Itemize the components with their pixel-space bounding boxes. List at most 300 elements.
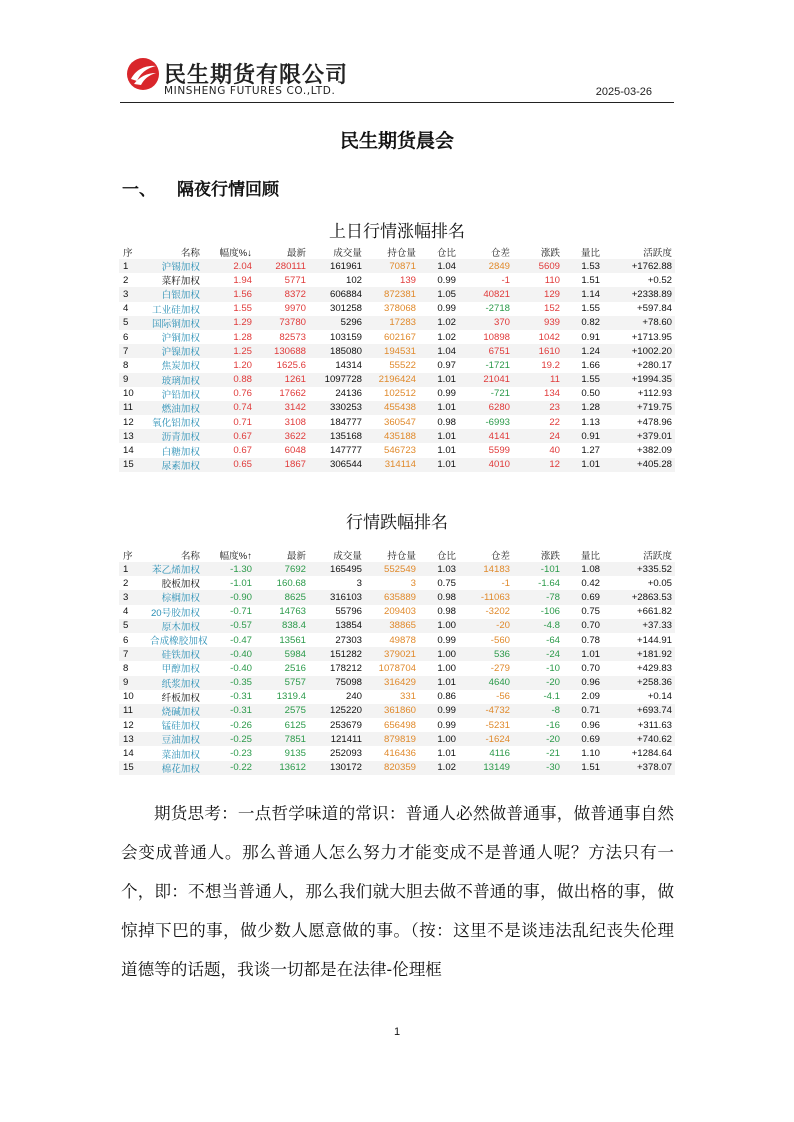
table-row	[119, 676, 675, 690]
company-name-cn: 民生期货有限公司	[164, 63, 349, 88]
table-cell: 7692	[255, 562, 309, 576]
table-cell: 17283	[365, 316, 419, 330]
table-cell: -0.35	[203, 676, 255, 690]
table-cell: 12	[119, 718, 147, 732]
table-cell: 1.00	[419, 661, 459, 675]
table-cell: 0.71	[563, 704, 603, 718]
contract-name-cell: 硅铁加权	[147, 647, 203, 661]
table-cell: 165495	[309, 562, 365, 576]
table-row	[119, 562, 675, 576]
table-row	[119, 605, 675, 619]
table-cell: 1867	[255, 458, 309, 472]
table-cell: 13854	[309, 619, 365, 633]
table-cell: 316429	[365, 676, 419, 690]
contract-name-cell: 20号胶加权	[147, 605, 203, 619]
table-cell: 0.71	[203, 415, 255, 429]
table-cell: 1.53	[563, 259, 603, 273]
company-logo-icon	[126, 57, 160, 91]
table-cell: -0.31	[203, 704, 255, 718]
table-cell: 130688	[255, 344, 309, 358]
column-header: 持仓量	[365, 244, 419, 259]
table-cell: -1	[459, 576, 513, 590]
table-cell: 0.97	[419, 358, 459, 372]
table-cell: 6125	[255, 718, 309, 732]
table-cell: 10898	[459, 330, 513, 344]
table-cell: 1.03	[419, 562, 459, 576]
table-cell: +719.75	[603, 401, 675, 415]
table-cell: -101	[513, 562, 563, 576]
table-cell: +112.93	[603, 387, 675, 401]
table-cell: 4141	[459, 429, 513, 443]
table-row	[119, 401, 675, 415]
contract-name-cell: 国际铜加权	[147, 316, 203, 330]
table-cell: 1.00	[419, 619, 459, 633]
contract-name-cell: 白糖加权	[147, 443, 203, 457]
table-cell: 2196424	[365, 373, 419, 387]
table-cell: +405.28	[603, 458, 675, 472]
table-cell: 4010	[459, 458, 513, 472]
table-cell: 15	[119, 458, 147, 472]
table-cell: 1.04	[419, 259, 459, 273]
table-cell: 546723	[365, 443, 419, 457]
table-row	[119, 302, 675, 316]
table-cell: 55522	[365, 358, 419, 372]
table-cell: 1.56	[203, 287, 255, 301]
table-cell: 6	[119, 330, 147, 344]
table-cell: 12	[513, 458, 563, 472]
table-cell: 370	[459, 316, 513, 330]
table-row	[119, 746, 675, 760]
table-cell: 838.4	[255, 619, 309, 633]
table-cell: -279	[459, 661, 513, 675]
contract-name-cell: 苯乙烯加权	[147, 562, 203, 576]
table-cell: +280.17	[603, 358, 675, 372]
table-cell: 1.28	[563, 401, 603, 415]
table-cell: -20	[513, 732, 563, 746]
table-row	[119, 647, 675, 661]
table-cell: 5609	[513, 259, 563, 273]
table-cell: 378068	[365, 302, 419, 316]
table-cell: 820359	[365, 761, 419, 775]
report-date: 2025-03-26	[595, 86, 652, 98]
table-cell: 1625.6	[255, 358, 309, 372]
table-cell: 9	[119, 676, 147, 690]
column-header: 名称	[147, 244, 203, 259]
table-cell: 0.69	[563, 590, 603, 604]
table-cell: 14314	[309, 358, 365, 372]
table-cell: 552549	[365, 562, 419, 576]
contract-name-cell: 棕榈加权	[147, 590, 203, 604]
table-cell: -11063	[459, 590, 513, 604]
table-cell: 379021	[365, 647, 419, 661]
page-number: 1	[393, 1026, 401, 1038]
table-cell: +1002.20	[603, 344, 675, 358]
table-cell: 27303	[309, 633, 365, 647]
column-header: 序	[119, 547, 147, 562]
table-cell: 13	[119, 732, 147, 746]
table-cell: +258.36	[603, 676, 675, 690]
table-cell: 606884	[309, 287, 365, 301]
table-row	[119, 761, 675, 775]
table-cell: 0.98	[419, 415, 459, 429]
table-cell: 0.65	[203, 458, 255, 472]
column-header: 仓差	[459, 547, 513, 562]
contract-name-cell: 纸浆加权	[147, 676, 203, 690]
table-row	[119, 373, 675, 387]
table-cell: -16	[513, 718, 563, 732]
table-cell: 19.2	[513, 358, 563, 372]
table-cell: -4.1	[513, 690, 563, 704]
table-row	[119, 718, 675, 732]
table-cell: 1.00	[419, 647, 459, 661]
loss-ranking-table	[119, 547, 675, 775]
contract-name-cell: 锰硅加权	[147, 718, 203, 732]
table-cell: -0.40	[203, 647, 255, 661]
table-cell: 161961	[309, 259, 365, 273]
table-cell: +0.52	[603, 273, 675, 287]
table-cell: 6	[119, 633, 147, 647]
contract-name-cell: 工业硅加权	[147, 302, 203, 316]
table-cell: -6993	[459, 415, 513, 429]
table-cell: 134	[513, 387, 563, 401]
table-cell: 4640	[459, 676, 513, 690]
table-cell: -1.01	[203, 576, 255, 590]
table-cell: -24	[513, 647, 563, 661]
table-cell: 82573	[255, 330, 309, 344]
table-cell: +661.82	[603, 605, 675, 619]
table-cell: 2	[119, 576, 147, 590]
contract-name-cell: 原木加权	[147, 619, 203, 633]
table-cell: 10	[119, 387, 147, 401]
table-cell: 0.96	[563, 718, 603, 732]
table-cell: 306544	[309, 458, 365, 472]
table-cell: 70871	[365, 259, 419, 273]
table-row	[119, 690, 675, 704]
table-cell: 5	[119, 316, 147, 330]
table-cell: -0.40	[203, 661, 255, 675]
table-cell: 280111	[255, 259, 309, 273]
table-cell: 1.66	[563, 358, 603, 372]
table-row	[119, 387, 675, 401]
table-cell: -21	[513, 746, 563, 760]
table-cell: 0.99	[419, 302, 459, 316]
table-cell: 1261	[255, 373, 309, 387]
table-cell: 13561	[255, 633, 309, 647]
table-cell: -560	[459, 633, 513, 647]
table-cell: 40821	[459, 287, 513, 301]
table-cell: 7	[119, 344, 147, 358]
column-header: 涨跌	[513, 244, 563, 259]
table-cell: 6751	[459, 344, 513, 358]
table-cell: 6280	[459, 401, 513, 415]
table-row	[119, 704, 675, 718]
table-cell: +144.91	[603, 633, 675, 647]
table-cell: -0.90	[203, 590, 255, 604]
table-cell: 360547	[365, 415, 419, 429]
table-cell: 129	[513, 287, 563, 301]
table-cell: 152	[513, 302, 563, 316]
table-cell: 135168	[309, 429, 365, 443]
table-cell: 1.01	[563, 647, 603, 661]
table-cell: 160.68	[255, 576, 309, 590]
table-cell: 3108	[255, 415, 309, 429]
section-number: 一、	[122, 180, 156, 200]
table-cell: 1.01	[419, 429, 459, 443]
table-cell: 73780	[255, 316, 309, 330]
table-cell: 656498	[365, 718, 419, 732]
table-cell: 1610	[513, 344, 563, 358]
table-row	[119, 287, 675, 301]
table-cell: +2863.53	[603, 590, 675, 604]
table-cell: 1.28	[203, 330, 255, 344]
section-title: 隔夜行情回顾	[177, 180, 279, 200]
table-cell: 2575	[255, 704, 309, 718]
table-cell: 4116	[459, 746, 513, 760]
column-header: 成交量	[309, 547, 365, 562]
table-cell: 872381	[365, 287, 419, 301]
table-cell: 209403	[365, 605, 419, 619]
table-cell: 0.99	[419, 387, 459, 401]
column-header: 持仓量	[365, 547, 419, 562]
contract-name-cell: 沥青加权	[147, 429, 203, 443]
table-cell: 0.74	[203, 401, 255, 415]
table-cell: 3142	[255, 401, 309, 415]
table-cell: +0.14	[603, 690, 675, 704]
table-cell: 11	[119, 401, 147, 415]
table-cell: 1.01	[419, 746, 459, 760]
page-header	[120, 54, 674, 103]
table-cell: -1624	[459, 732, 513, 746]
table-cell: 1.14	[563, 287, 603, 301]
table-cell: -0.25	[203, 732, 255, 746]
table-cell: 0.82	[563, 316, 603, 330]
table-cell: 11	[513, 373, 563, 387]
table-cell: +1284.64	[603, 746, 675, 760]
table-cell: 151282	[309, 647, 365, 661]
column-header: 序	[119, 244, 147, 259]
table-row	[119, 330, 675, 344]
section-heading	[122, 175, 279, 200]
table-cell: 14183	[459, 562, 513, 576]
table-row	[119, 415, 675, 429]
table-cell: 1.04	[419, 344, 459, 358]
table-cell: 2849	[459, 259, 513, 273]
table-cell: 1	[119, 259, 147, 273]
contract-name-cell: 玻璃加权	[147, 373, 203, 387]
table-cell: 939	[513, 316, 563, 330]
table-row	[119, 732, 675, 746]
table-cell: -1.64	[513, 576, 563, 590]
table-row	[119, 633, 675, 647]
contract-name-cell: 烧碱加权	[147, 704, 203, 718]
table-cell: -4732	[459, 704, 513, 718]
table-cell: 194531	[365, 344, 419, 358]
loss-table-title: 行情跌幅排名	[346, 513, 448, 533]
table-cell: 0.99	[419, 718, 459, 732]
table-cell: 1.29	[203, 316, 255, 330]
contract-name-cell: 纤板加权	[147, 690, 203, 704]
table-cell: +78.60	[603, 316, 675, 330]
table-cell: 1042	[513, 330, 563, 344]
table-cell: -1	[459, 273, 513, 287]
column-header: 幅度%↑	[203, 547, 255, 562]
table-row	[119, 344, 675, 358]
table-cell: 5296	[309, 316, 365, 330]
table-cell: -0.26	[203, 718, 255, 732]
table-cell: 13	[119, 429, 147, 443]
table-cell: 130172	[309, 761, 365, 775]
table-cell: -0.23	[203, 746, 255, 760]
contract-name-cell: 菜籽加权	[147, 273, 203, 287]
table-cell: 1.02	[419, 316, 459, 330]
table-cell: +379.01	[603, 429, 675, 443]
table-cell: 1.02	[419, 330, 459, 344]
table-cell: 7851	[255, 732, 309, 746]
column-header: 活跃度	[603, 547, 675, 562]
body-paragraph: 期货思考：一点哲学味道的常识：普通人必然做普通事，做普通事自然会变成普通人。那么普通人怎么努力才能变成不是普通人呢？方法只有一个，即：不想当普通人，那么我们就大胆去做不普通的事，做出格的事，做惊掉下巴的事，做少数人愿意做的事。（按：这里不是谈违法乱纪丧失伦理道德等的话题，我谈一切都是在法律-伦理框	[121, 804, 674, 979]
table-cell: 21041	[459, 373, 513, 387]
column-header: 涨跌	[513, 547, 563, 562]
table-cell: +478.96	[603, 415, 675, 429]
table-cell: 314114	[365, 458, 419, 472]
table-cell: +37.33	[603, 619, 675, 633]
table-cell: -56	[459, 690, 513, 704]
table-cell: 0.96	[563, 676, 603, 690]
table-row	[119, 429, 675, 443]
table-cell: 316103	[309, 590, 365, 604]
table-cell: 0.98	[419, 590, 459, 604]
table-cell: 110	[513, 273, 563, 287]
table-cell: 23	[513, 401, 563, 415]
table-cell: 5599	[459, 443, 513, 457]
table-cell: 2516	[255, 661, 309, 675]
table-cell: 55796	[309, 605, 365, 619]
table-row	[119, 619, 675, 633]
table-cell: +2338.89	[603, 287, 675, 301]
contract-name-cell: 焦炭加权	[147, 358, 203, 372]
contract-name-cell: 沪镍加权	[147, 344, 203, 358]
table-row	[119, 358, 675, 372]
table-cell: 24	[513, 429, 563, 443]
table-cell: 0.67	[203, 429, 255, 443]
table-cell: 0.70	[563, 619, 603, 633]
table-cell: 1.00	[419, 732, 459, 746]
table-cell: +740.62	[603, 732, 675, 746]
contract-name-cell: 沪铜加权	[147, 330, 203, 344]
table-cell: 14763	[255, 605, 309, 619]
table-cell: 0.70	[563, 661, 603, 675]
table-cell: 3	[119, 590, 147, 604]
table-cell: -0.47	[203, 633, 255, 647]
table-cell: 14	[119, 746, 147, 760]
table-cell: 7	[119, 647, 147, 661]
table-cell: 17662	[255, 387, 309, 401]
table-row	[119, 316, 675, 330]
table-cell: 240	[309, 690, 365, 704]
contract-name-cell: 尿素加权	[147, 458, 203, 472]
table-cell: 0.88	[203, 373, 255, 387]
table-cell: 49878	[365, 633, 419, 647]
table-cell: 1.01	[419, 458, 459, 472]
table-row	[119, 590, 675, 604]
table-cell: -20	[459, 619, 513, 633]
table-cell: 12	[119, 415, 147, 429]
table-cell: 3	[119, 287, 147, 301]
table-cell: -0.31	[203, 690, 255, 704]
table-header-row	[119, 547, 675, 562]
table-cell: 178212	[309, 661, 365, 675]
table-cell: -721	[459, 387, 513, 401]
table-cell: 102512	[365, 387, 419, 401]
table-cell: 121411	[309, 732, 365, 746]
table-cell: 8625	[255, 590, 309, 604]
table-cell: 1.01	[419, 676, 459, 690]
table-cell: -106	[513, 605, 563, 619]
gain-ranking-table	[119, 244, 675, 472]
contract-name-cell: 胶板加权	[147, 576, 203, 590]
table-cell: -2718	[459, 302, 513, 316]
table-cell: 0.99	[419, 273, 459, 287]
column-header: 仓比	[419, 244, 459, 259]
table-cell: 602167	[365, 330, 419, 344]
table-cell: +335.52	[603, 562, 675, 576]
table-cell: 13612	[255, 761, 309, 775]
column-header: 量比	[563, 244, 603, 259]
table-cell: 22	[513, 415, 563, 429]
table-cell: 24136	[309, 387, 365, 401]
contract-name-cell: 棉花加权	[147, 761, 203, 775]
table-cell: 1.24	[563, 344, 603, 358]
table-cell: 2.04	[203, 259, 255, 273]
table-cell: 455438	[365, 401, 419, 415]
contract-name-cell: 菜油加权	[147, 746, 203, 760]
table-cell: 8	[119, 661, 147, 675]
table-cell: 1.51	[563, 761, 603, 775]
table-cell: 0.42	[563, 576, 603, 590]
table-cell: 1097728	[309, 373, 365, 387]
table-cell: 331	[365, 690, 419, 704]
table-cell: +378.07	[603, 761, 675, 775]
column-header: 仓比	[419, 547, 459, 562]
table-cell: 9135	[255, 746, 309, 760]
table-cell: 1.13	[563, 415, 603, 429]
table-cell: -0.57	[203, 619, 255, 633]
table-cell: 1.08	[563, 562, 603, 576]
table-cell: 1.02	[419, 761, 459, 775]
table-cell: 13149	[459, 761, 513, 775]
table-cell: 3	[365, 576, 419, 590]
table-cell: -78	[513, 590, 563, 604]
table-cell: 4	[119, 302, 147, 316]
table-cell: -3202	[459, 605, 513, 619]
table-cell: 15	[119, 761, 147, 775]
table-cell: 1.01	[563, 458, 603, 472]
table-cell: 1078704	[365, 661, 419, 675]
table-cell: +181.92	[603, 647, 675, 661]
table-cell: 9970	[255, 302, 309, 316]
company-name-en: MINSHENG FUTURES CO.,LTD.	[164, 85, 336, 97]
table-row	[119, 458, 675, 472]
table-cell: 103159	[309, 330, 365, 344]
table-cell: +1713.95	[603, 330, 675, 344]
table-cell: 102	[309, 273, 365, 287]
table-cell: 0.98	[419, 605, 459, 619]
table-cell: 635889	[365, 590, 419, 604]
table-cell: 0.91	[563, 429, 603, 443]
table-cell: 0.99	[419, 633, 459, 647]
table-cell: 6048	[255, 443, 309, 457]
table-cell: 1.10	[563, 746, 603, 760]
